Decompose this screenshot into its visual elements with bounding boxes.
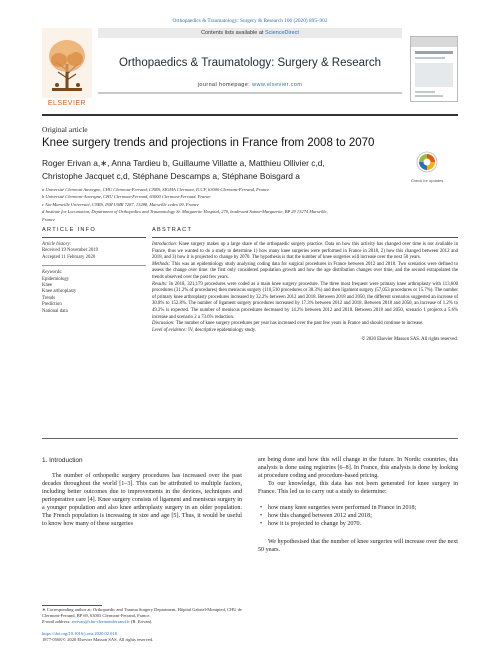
contents-prefix: Contents lists available at [201, 30, 265, 36]
affiliation-a: a Université Clermont Auvergne, CHU Clermont-Ferrand, CNRS, SIGMA Clermont, ICCF, 63000 Clermont-Ferrand, France [42, 187, 270, 192]
list-item: • how this changed between 2012 and 2018; [258, 513, 458, 521]
abstract-methods-text: This was an epidemiology study analysing coding data for surgical procedures in France between 2012 and 2018. Two scenarios were defined to assess the change over time: the first only considered population growth and how the age distribution changes over time, and the second extrapolated the trends observed over the past few years. [152, 261, 458, 280]
keyword: Epidemiology [42, 276, 70, 282]
journal-homepage [98, 82, 402, 88]
keywords-label: Keywords: [42, 270, 63, 276]
abstract-level [152, 328, 458, 335]
journal-cover-thumbnail [410, 36, 458, 102]
abstract-results-text: In 2018, 321,179 procedures were coded as a main knee surgery procedure. The three most frequent were primary knee arthroplasty with 113,600 procedures (31.2% of procedures) then meniscus surgery (110,510 procedures or 30.3%) and then ligament surgery (57,053 procedures or 15.7%). The number of primary knee arthroplasty procedures increased by 32.2% between 2012 and 2018. Between 2018 and 2050, the different scenarios suggested an increase of 30.8% to 152.8%. The number of ligament surgery procedures increased by 17.3% between 2012 and 2018. Between 2018 and 2050, an increase of 1.2% to 49.2% is expected. The number of meniscus procedures decreased by 14.2% between 2012 and 2018. Between 2018 and 2050, scenario 1 projects a 5.6% increase and scenario 2 a 73.6% reduction. [152, 281, 458, 320]
sciencedirect-link[interactable]: ScienceDirect [264, 30, 299, 36]
keyword: National data [42, 308, 68, 314]
check-for-updates-badge[interactable] [407, 151, 447, 183]
contents-bar [98, 28, 402, 38]
abstract-bottom-rule [42, 438, 458, 439]
body-column-left [42, 457, 242, 529]
section-title: 1. Introduction [42, 457, 83, 464]
abstract-discussion-label: Discussion: [152, 321, 175, 327]
received-date: Received 19 November 2019 [42, 248, 99, 254]
check-updates-label: Check for updates [410, 178, 444, 183]
email-suffix: (R. Erivan). [129, 619, 153, 624]
affiliation-d: d Institute for Locomotion, Department of Orthopedics and Traumatology St. Marguerite Hospital, 270, boulevard Sainte-Marguerite, BP 29 13274 Marseille, [42, 209, 328, 215]
intro-paragraph-1: The number of orthopedic surgery procedures has increased over the past decades throughout the world [1–3]. This can be attributed to multiple factors, including better outcomes due to improvements in the devices, techniques and perioperative care [4]. Knee surgery consists of ligament and meniscus surgery in a younger population and also knee arthroplasty surgery in an older population. The French population is increasing in size and age [5]. Thus, it would be useful to know how many of these surgeries [42, 472, 242, 527]
issn-line: 1877-0568/© 2020 Elsevier Masson SAS. All rights reserved. [42, 637, 154, 643]
affiliations [42, 186, 458, 223]
affiliation-b: b Université Clermont-Auvergne, CHU Clermont-Ferrand, 63000 Clermont-Ferrand, France [42, 194, 211, 200]
email-line [42, 619, 242, 625]
header-rule [42, 114, 458, 116]
author-list [42, 157, 402, 183]
elsevier-tree-logo [42, 28, 92, 102]
affiliation-d-cont: France [42, 216, 55, 222]
authors-line-1: Roger Erivan a,∗, Anna Tardieu b, Guillaume Villatte a, Matthieu Ollivier c,d, [42, 158, 325, 168]
keyword: Knee arthroplasty [42, 289, 77, 295]
abstract-introduction [152, 242, 458, 262]
keywords-rule [42, 265, 146, 266]
footnote-rule [42, 605, 102, 606]
accepted-date: Accepted 11 February 2020 [42, 254, 96, 260]
abstract-heading: ABSTRACT [152, 227, 193, 233]
abstract-intro-text: Knee surgery makes up a large share of the orthopaedic surgery practice. Data on how this activity has changed over time is not available in France, thus we wanted to do a study to determine 1) how many knee surgeries were performed in France in 2018, 2) how this changed between 2012 and 2018, and 3) how it is projected to change by 2070. The hypothesis is that the number of knee surgeries will increase over the next 50 years. [152, 242, 458, 261]
intro-paragraph-2: To our knowledge, this data has not been generated for knee surgery in France. This led us to carry out a study to determine: [258, 480, 458, 495]
abstract-intro-label: Introduction: [152, 242, 178, 247]
abstract-results-label: Results: [152, 281, 168, 287]
abstract-panel [152, 227, 458, 342]
abstract-methods-label: Methods: [152, 261, 171, 267]
abstract-discussion [152, 321, 458, 328]
keyword: Prediction [42, 302, 62, 308]
abstract-rule [152, 237, 458, 238]
abstract-level-text: IV, descriptive epidemiology study. [188, 327, 257, 333]
list-item: • how it is projected to change by 2070. [258, 521, 458, 529]
article-type: Original article [42, 125, 88, 134]
body-column-right [258, 457, 458, 555]
journal-title: Orthopaedics & Traumatology: Surgery & Research [118, 57, 382, 69]
keyword: Trends [42, 295, 56, 301]
aims-list [258, 505, 458, 529]
article-info-heading: ARTICLE INFO [42, 227, 97, 233]
homepage-link[interactable]: www.elsevier.com [252, 82, 303, 88]
intro-paragraph-1-cont: are being done and how this will change in the future. In Nordic countries, this analysis is done using registries [6–8]. In France, this analysis is done by looking at procedure coding and procedure-based pricing. [258, 457, 458, 479]
article-info-panel [42, 227, 146, 315]
email-label: E-mail address: [42, 619, 72, 624]
abstract-level-label: Level of evidence: [152, 327, 187, 333]
corresponding-author-text: ∗ Corresponding author at: Orthopaedic and Trauma Surgery Department, Hôpital Gabriel-Montpied, CHU de Clermont-Ferrand, BP 69, 63003 Clermont-Ferrand, France. [42, 607, 242, 618]
journal-citation: Orthopaedics & Traumatology: Surgery & Research 106 (2020) 895–902 [172, 18, 328, 24]
abstract-results [152, 282, 458, 322]
email-link[interactable]: rerivan@chu-clermontferrand.fr [71, 619, 130, 624]
authors-line-2: Christophe Jacquet c,d, Stéphane Descamps a, Stéphane Boisgard a [42, 171, 300, 181]
journal-header [42, 28, 458, 112]
publisher-name: ELSEVIER [47, 100, 87, 107]
article-info-rule [42, 237, 146, 238]
article-title: Knee surgery trends and projections in France from 2008 to 2070 [42, 137, 375, 149]
corresponding-author-footnote [42, 607, 242, 625]
keyword: Knee [42, 283, 53, 289]
abstract-methods [152, 262, 458, 282]
abstract-copyright: © 2020 Elsevier Masson SAS. All rights reserved. [361, 337, 458, 343]
affiliation-c: c Aix-Marseille Université, CNRS, ISM UMR 7287, 13288, Marseille cedex 09, France [42, 201, 199, 207]
history-label: Article history: [42, 242, 72, 247]
list-item: • how many knee surgeries were performed in France in 2018; [258, 505, 458, 513]
doi-block [42, 631, 242, 643]
hypothesis-paragraph: We hypothesised that the number of knee surgeries will increase over the next 50 years. [258, 538, 458, 553]
abstract-discussion-text: The number of knee surgery procedures per year has increased over the past few years in France and should continue to increase. [175, 321, 424, 327]
header-divider [98, 92, 402, 94]
check-updates-icon [416, 151, 438, 173]
doi-link[interactable]: https://doi.org/10.1016/j.otsr.2020.02.018 [42, 631, 117, 636]
homepage-prefix: journal homepage: [197, 82, 253, 88]
